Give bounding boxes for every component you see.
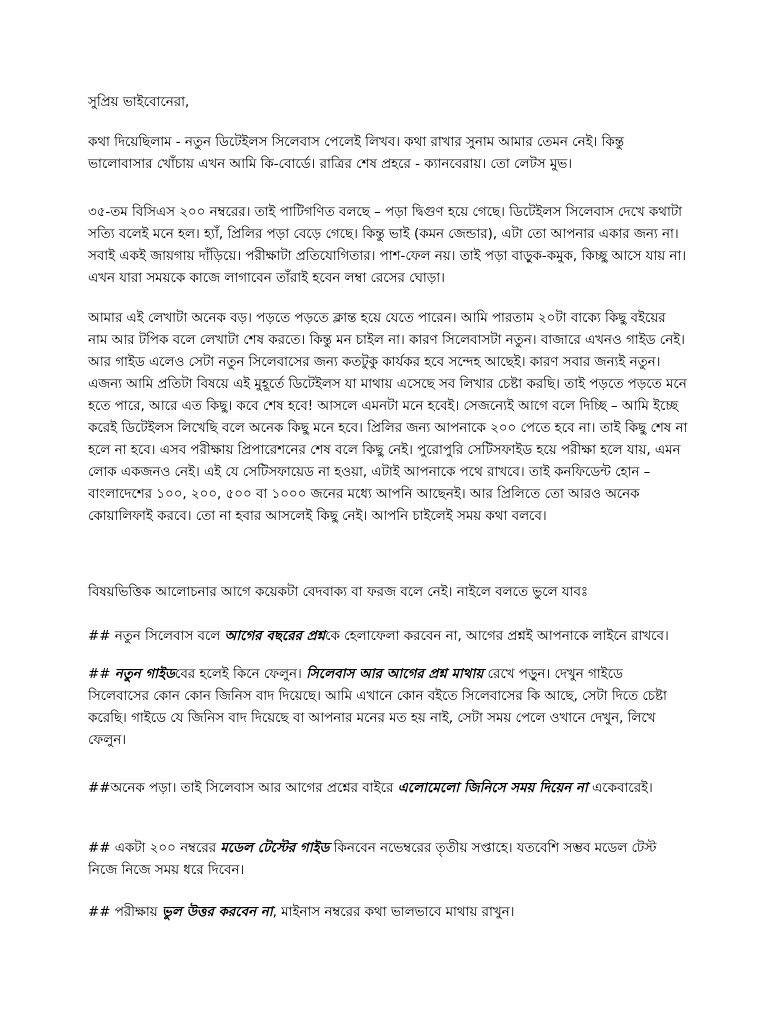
rule-new-guide — [88, 664, 688, 752]
rule-no-wrong-answer — [88, 902, 688, 924]
paragraph-before-rules: বিষয়ভিত্তিক আলোচনার আগে কয়েকটা বেদবাক্য বা ফরজ বলে নেই। নাইলে বলতে ভুলে যাবঃ — [88, 585, 589, 600]
rule-emphasis: নতুন গাইড — [114, 667, 175, 682]
rule-text: ## একটা ২০০ নম্বরের — [88, 841, 221, 856]
rule-emphasis: এলোমেলো জিনিসে সময় দিয়েন না — [397, 781, 588, 796]
paragraph-intro: কথা দিয়েছিলাম - নতুন ডিটেইলস সিলেবাস পেলেই লিখব। কথা রাখার সুনাম আমার তেমন নেই। কিন্তু ভালোবাসার খোঁচায় এখন আমি কি-বোর্ডে। রাত্রির শেষ প্রহরে - ক্যানবেরায়। তো লেটস মুভ। — [88, 135, 625, 172]
paragraph-bcs-35: ৩৫-তম বিসিএস ২০০ নম্বরের। তাই পাটিগণিত বলছে – পড়া দ্বিগুণ হয়ে গেছে। ডিটেইলস সিলেবাস দেখে কথাটা সত্যি বলেই মনে হল। হ্যাঁ, প্রিলির পড়া বেড়ে গেছে। কিন্তু ভাই (কমন জেন্ডার), এটা তো আপনার একার জন্য না। সবাই একই জায়গায় দাঁড়িয়ে। পরীক্ষাটা প্রতিযোগিতার। পাশ-ফেল নয়। তাই পড়া বাড়ুক-কমুক, কিচ্ছু আসে যায় না। এখন যারা সময়কে কাজে লাগাবেন তাঁরাই হবেন লম্বা রেসের ঘোড়া। — [88, 205, 687, 286]
rule-avoid-random — [88, 778, 688, 800]
rule-text: , মাইনাস নম্বরের কথা ভালভাবে মাথায় রাখুন। — [272, 905, 515, 920]
rule-text: কিনবেন নভেম্বরের তৃতীয় সপ্তাহে। যতবেশি সম্ভব মডেল টেস্ট নিজে নিজে সময় ধরে দিবেন। — [88, 841, 657, 878]
rule-text: ##অনেক পড়া। তাই সিলেবাস আর আগের প্রশ্নের বাইরে — [88, 781, 398, 796]
rule-text: রেখে পড়ুন। দেখুন গাইডে সিলেবাসের কোন কোন জিনিস বাদ দিয়েছে। আমি এখানে কোন বইতে সিলেবাসের কি আছে, সেটা দিতে চেষ্টা করেছি। গাইডে যে জিনিস বাদ দিয়েছে বা আপনার মনের মত হয় নাই, সেটা সময় পেলে ওখানে দেখুন, লিখে ফেলুন। — [88, 667, 667, 748]
salutation: সুপ্রিয় ভাইবোনেরা, — [88, 95, 190, 110]
rule-text: ## পরীক্ষায় — [88, 905, 162, 920]
rule-emphasis: সিলেবাস আর আগের প্রশ্ন মাথায় — [306, 667, 484, 682]
rule-emphasis: ভুল উত্তর করবেন না — [161, 905, 273, 920]
rule-previous-questions — [88, 626, 688, 648]
rule-text: একেবারেই। — [587, 781, 653, 796]
rule-text: ## নতুন সিলেবাস বলে — [88, 629, 225, 644]
rule-text: কে হেলাফেলা করবেন না, আগের প্রশ্নই আপনাকে লাইনে রাখবে। — [325, 629, 669, 644]
rule-text: বের হলেই কিনে ফেলুন। — [174, 667, 307, 682]
rule-model-test — [88, 838, 688, 882]
rule-emphasis: মডেল টেস্টের গাইড — [220, 841, 330, 856]
rule-text: ## — [88, 667, 115, 682]
rule-emphasis: আগের বছরের প্রশ্ন — [224, 629, 326, 644]
paragraph-long-note: আমার এই লেখাটা অনেক বড়। পড়তে পড়তে ক্লান্ত হয়ে যেতে পারেন। আমি পারতাম ২০টা বাক্যে কিছু বইয়ের নাম আর টপিক বলে লেখাটা শেষ করতে। কিন্তু মন চাইল না। কারণ সিলেবাসটা নতুন। বাজারে এখনও গাইড নেই। আর গাইড এলেও সেটা নতুন সিলেবাসের জন্য কতটুকু কার্যকর হবে সন্দেহ আছেই। কারণ সবার জন্যই নতুন। এজন্য আমি প্রতিটা বিষয়ে এই মুহূর্তে ডিটেইলস যা মাথায় এসেছে সব লিখার চেষ্টা করছি। তাই পড়তে পড়তে মনে হতে পারে, আরে এত কিছু। কবে শেষ হবে! আসলে এমনটা মনে হবেই। সেজন্যেই আগে বলে দিচ্ছি – আমি ইচ্ছে করেই ডিটেইলস লিখেছি বলে অনেক কিছু মনে হবে। প্রিলির জন্য আপনাকে ২০০ পেতে হবে না। তাই কিছু শেষ না হলে না হবে। এসব পরীক্ষায় প্রিপারেশনের শেষ বলে কিছু নেই। পুরোপুরি সেটিসফাইড হয়ে পরীক্ষা হলে যায়, এমন লোক একজনও নেই। এই যে সেটিসফায়েড না হওয়া, এটাই আপনাকে পথে রাখবে। তাই কনফিডেন্ট হোন – বাংলাদেশের ১০০, ২০০, ৫০০ বা ১০০০ জনের মধ্যে আপনি আছেনই। আর প্রিলিতে তো আরও অনেক কোয়ালিফাই করবে। তো না হবার আসলেই কিছু নেই। আপনি চাইলেই সময় কথা বলবে। — [88, 311, 688, 524]
